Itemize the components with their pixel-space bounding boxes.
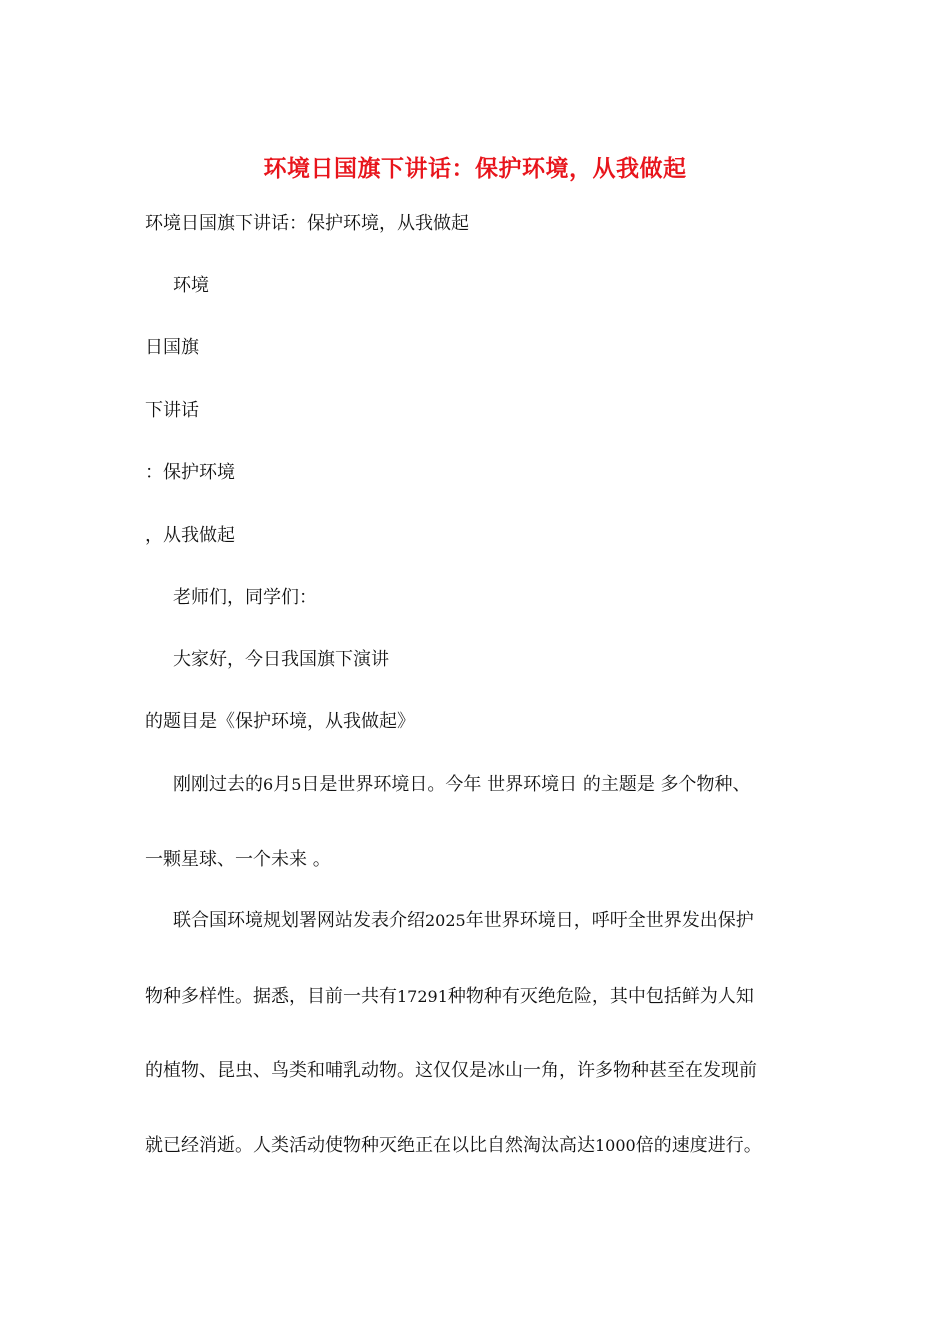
paragraph-2-line-4: [145, 1134, 762, 1158]
text-span: 年世界环境日，呼吁全世界发出保护: [465, 910, 754, 931]
text-line: 下讲话: [145, 400, 199, 421]
text-span: 倍的速度进行。: [635, 1135, 762, 1156]
text-span: 日是世界环境日。今年 世界环境日 的主题是 多个物种、: [301, 774, 751, 795]
document-title: 环境日国旗下讲话：保护环境，从我做起: [263, 156, 687, 182]
text-line: ，从我做起: [145, 525, 235, 546]
greeting-line: 老师们，同学们：: [173, 587, 317, 608]
text-span: 种物种有灭绝危险，其中包括鲜为人知: [447, 986, 754, 1007]
paragraph-2-line-2: [145, 985, 754, 1009]
text-line: 日国旗: [145, 337, 199, 358]
text-line: ：保护环境: [145, 462, 235, 483]
text-span: 物种多样性。据悉，目前一共有: [145, 986, 397, 1007]
paragraph-2-line-3: 的植物、昆虫、鸟类和哺乳动物。这仅仅是冰山一角，许多物种甚至在发现前: [145, 1060, 757, 1081]
day-number: 5: [291, 775, 302, 794]
text-span: 联合国环境规划署网站发表介绍: [173, 910, 425, 931]
text-line: 的题目是《保护环境，从我做起》: [145, 711, 415, 732]
text-line: 环境: [173, 275, 209, 296]
rate-number: 1000: [595, 1136, 636, 1155]
text-span: 月: [273, 774, 292, 795]
year-number: 2025: [425, 911, 466, 930]
text-line: 大家好，今日我国旗下演讲: [173, 649, 389, 670]
text-span: 就已经消逝。人类活动使物种灭绝正在以比自然淘汰高达: [145, 1135, 595, 1156]
subtitle-line: 环境日国旗下讲话：保护环境，从我做起: [145, 213, 469, 234]
month-number: 6: [263, 775, 274, 794]
paragraph-1-line-2: 一颗星球、一个未来 。: [145, 849, 331, 870]
species-count: 17291: [397, 987, 448, 1006]
paragraph-2-line-1: [173, 909, 754, 933]
text-span: 刚刚过去的: [173, 774, 263, 795]
paragraph-1-line-1: [173, 773, 751, 797]
